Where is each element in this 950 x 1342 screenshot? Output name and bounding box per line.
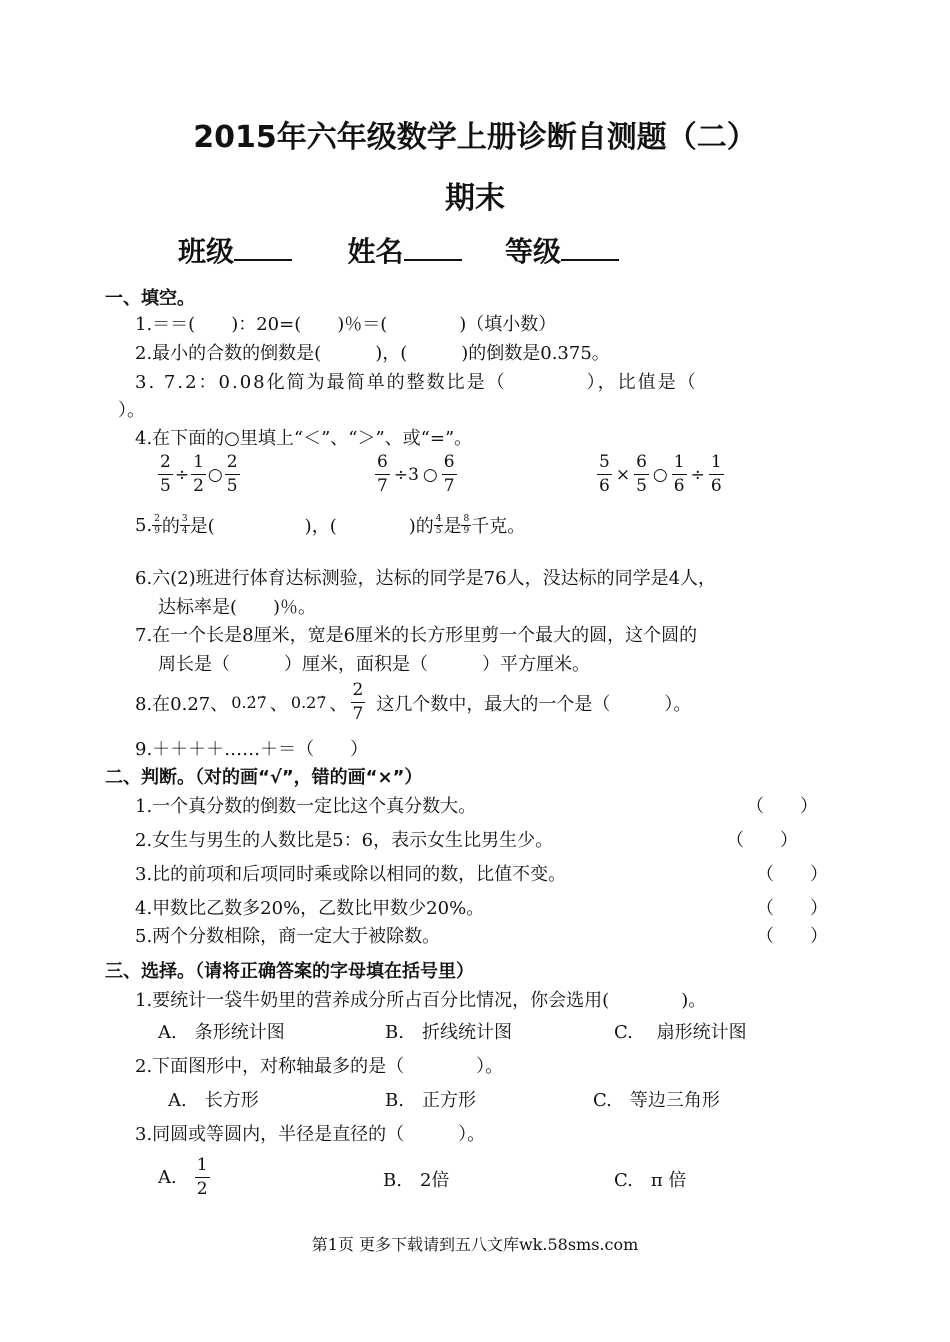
question-1-4: 4.在下面的○里填上“＜”、“＞”、或“=”。 xyxy=(135,428,473,449)
choice-option[interactable]: C. 等边三角形 xyxy=(593,1090,720,1111)
fraction: $\frac{4}{5}$ xyxy=(435,513,442,536)
comparison-b: $\frac{6}{7}$ ÷3 ○ $\frac{6}{7}$ xyxy=(377,452,455,496)
page-footer: 第1页 更多下载请到五八文库wk.58sms.com xyxy=(311,1235,639,1254)
fraction: $\frac{1}{2}$ xyxy=(196,1155,208,1199)
fraction: $\frac{3}{4}$ xyxy=(181,513,188,536)
fraction: $\frac{1}{6}$ xyxy=(673,452,685,496)
comparison-a: $\frac{2}{5}$ ÷ $\frac{1}{2}$ ○ $\frac{2}{5}$ xyxy=(160,452,238,496)
fraction: $\frac{8}{9}$ xyxy=(463,513,470,536)
question-1-7-cont: 周长是（ ）厘米，面积是（ ）平方厘米。 xyxy=(158,654,590,675)
judge-item: 1.一个真分数的倒数一定比这个真分数大。 xyxy=(135,796,477,817)
fraction: $\frac{6}{7}$ xyxy=(443,452,455,496)
class-blank[interactable] xyxy=(234,233,292,261)
choice-option[interactable]: A. 条形统计图 xyxy=(158,1022,285,1043)
class-label: 班级 xyxy=(178,235,235,268)
question-1-6-cont: 达标率是( )％。 xyxy=(158,597,317,618)
section-heading-choose: 三、选择。（请将正确答案的字母填在括号里） xyxy=(105,961,474,982)
choice-option[interactable]: C. 扇形统计图 xyxy=(614,1022,747,1043)
judge-answer-paren[interactable]: （ ） xyxy=(726,830,798,851)
judge-answer-paren[interactable]: （ ） xyxy=(746,796,818,817)
fraction: $\frac{2}{5}$ xyxy=(226,452,238,496)
fraction: $\frac{2}{9}$ xyxy=(154,513,160,536)
question-1-7: 7.在一个长是8厘米，宽是6厘米的长方形里剪一个最大的圆，这个圆的 xyxy=(135,625,698,646)
repeating-decimal: 0.2̇7̇ xyxy=(231,693,267,712)
compare-circle[interactable]: ○ xyxy=(652,464,668,485)
choice-question-3: 3.同圆或等圆内，半径是直径的（ ）。 xyxy=(135,1124,486,1145)
choice-question-2: 2.下面图形中，对称轴最多的是（ ）。 xyxy=(135,1056,504,1077)
fraction: $\frac{2}{5}$ xyxy=(160,452,171,496)
question-1-2: 2.最小的合数的倒数是( )，( )的倒数是0.375。 xyxy=(135,343,610,364)
page-subtitle: 期末 xyxy=(445,181,505,216)
judge-item: 4.甲数比乙数多20%，乙数比甲数少20%。 xyxy=(135,898,485,919)
question-1-5: 5. $\frac{2}{9}$ 的 $\frac{3}{4}$ 是( )，( )的 $\frac{4}{5}$ 是 $\frac{8}{9}$ 千克。 xyxy=(135,513,526,537)
grade-blank[interactable] xyxy=(561,233,619,261)
judge-answer-paren[interactable]: （ ） xyxy=(756,898,828,919)
question-1-1: 1.＝＝( )：20=( )％＝( )（填小数） xyxy=(135,314,557,335)
header-fields xyxy=(178,230,619,270)
section-heading-fill: 一、填空。 xyxy=(105,288,195,309)
compare-circle[interactable]: ○ xyxy=(422,464,438,485)
compare-circle[interactable]: ○ xyxy=(207,464,223,485)
fraction: $\frac{6}{7}$ xyxy=(377,452,388,496)
fraction: $\frac{5}{6}$ xyxy=(599,452,610,496)
grade-label: 等级 xyxy=(505,235,562,268)
choice-option[interactable]: B. 正方形 xyxy=(385,1090,476,1111)
section-heading-judge: 二、判断。（对的画“√”，错的画“×”） xyxy=(105,767,423,788)
choice-option[interactable]: C. π 倍 xyxy=(614,1170,687,1191)
fraction: $\frac{6}{5}$ xyxy=(636,452,647,496)
fraction: $\frac{2}{7}$ xyxy=(352,680,364,724)
page-title: 2015年六年级数学上册诊断自测题（二） xyxy=(193,120,757,155)
choice-option[interactable]: A. 长方形 xyxy=(168,1090,259,1111)
question-1-8: 8.在0.27、 0.2̇7̇ 、 0.27̇ 、 $\frac{2}{7}$ 这几个数中，最大的一个是（ ）。 xyxy=(135,680,692,724)
fraction: $\frac{1}{2}$ xyxy=(193,452,204,496)
choice-question-1: 1.要统计一袋牛奶里的营养成分所占百分比情况，你会选用( )。 xyxy=(135,990,707,1011)
repeating-decimal: 0.27̇ xyxy=(290,693,327,712)
name-blank[interactable] xyxy=(404,233,462,261)
choice-option[interactable]: B. 折线统计图 xyxy=(385,1022,512,1043)
judge-item: 2.女生与男生的人数比是5：6，表示女生比男生少。 xyxy=(135,830,554,851)
fraction: $\frac{1}{6}$ xyxy=(710,452,722,496)
question-1-9: 9.＋＋＋＋……＋＝（ ） xyxy=(135,739,369,760)
question-1-3-end: ）。 xyxy=(118,400,145,421)
choice-option-a[interactable]: A. $\frac{1}{2}$ xyxy=(158,1155,208,1199)
judge-answer-paren[interactable]: （ ） xyxy=(756,864,828,885)
name-label: 姓名 xyxy=(347,235,404,268)
choice-option[interactable]: B. 2倍 xyxy=(383,1170,450,1191)
judge-answer-paren[interactable]: （ ） xyxy=(756,926,828,947)
comparison-c: $\frac{5}{6}$ × $\frac{6}{5}$ ○ $\frac{1}{6}$ ÷ $\frac{1}{6}$ xyxy=(599,452,722,496)
judge-item: 3.比的前项和后项同时乘或除以相同的数，比值不变。 xyxy=(135,864,567,885)
judge-item: 5.两个分数相除，商一定大于被除数。 xyxy=(135,926,441,947)
question-1-3: 3. 7.2：0.08化简为最简单的整数比是（ ），比值是（ xyxy=(135,372,698,393)
question-1-6: 6.六(2)班进行体育达标测验，达标的同学是76人，没达标的同学是4人， xyxy=(135,568,717,589)
